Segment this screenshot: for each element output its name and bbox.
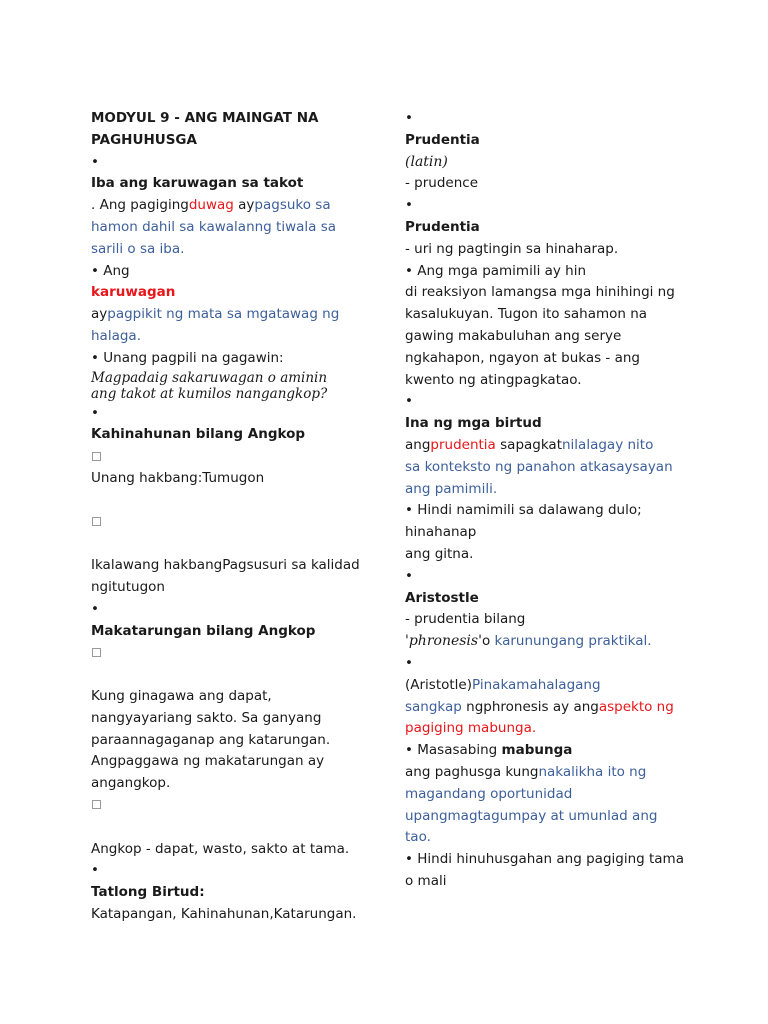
bullet: • [405, 110, 413, 126]
highlight-blue: pagsuko sa [254, 197, 331, 214]
paragraph-katarungan-3: paraannagaganap ang katarungan. [91, 731, 331, 748]
oportunidad-line: magandang oportunidad [405, 785, 573, 802]
bullet: • [91, 153, 99, 170]
highlight-blue: pagpikit ng mata sa mgatawag ng [107, 306, 340, 323]
o-mali: o mali [405, 872, 447, 889]
ang-gitna: ang gitna. [405, 545, 474, 562]
bullet: • [91, 862, 99, 879]
karuwagan-term: karuwagan [91, 284, 176, 301]
highlight-blue: sangkap [405, 698, 462, 715]
masasabing-line [405, 740, 695, 762]
bullet: • [405, 197, 413, 214]
bullet: • [91, 600, 99, 617]
left-column [91, 108, 376, 926]
bullet: • [405, 654, 413, 671]
bullet: • [405, 393, 413, 410]
highlight-blue: karunungang praktikal. [494, 633, 652, 650]
heading-tatlong-birtud: Tatlong Birtud: [91, 884, 205, 901]
paragraph-duwag [91, 195, 376, 217]
highlight-red: prudentia [430, 436, 496, 453]
prudence-line: - prudence [405, 175, 478, 192]
angkop-definition: Angkop - dapat, wasto, sakto at tama. [91, 840, 350, 857]
highlight-red: duwag [188, 197, 234, 214]
highlight-blue: nakalikha ito ng [538, 763, 647, 780]
pagiging-mabunga: pagiging mabunga. [405, 720, 537, 737]
pamimili-1: • Ang mga pamimili ay hin [405, 262, 587, 279]
text: ngphronesis ay ang [461, 698, 599, 715]
missing-glyph-box-icon [91, 446, 376, 468]
paragraph-pagpikit-end: halaga. [91, 327, 141, 344]
highlight-blue: nilalagay nito [562, 436, 654, 453]
heading-prudentia: Prudentia [405, 131, 480, 148]
bullet-ang: • Ang [91, 262, 130, 279]
paragraph-pagpikit [91, 304, 376, 326]
pamimili-5: ngkahapon, ngayon at bukas - ang [405, 349, 640, 366]
phronesis-line [405, 631, 695, 653]
text: ay [233, 197, 255, 214]
heading-makatarungan: Makatarungan bilang Angkop [91, 622, 316, 639]
prudentia-sentence-3: ang pamimili. [405, 480, 498, 497]
paragraph-duwag-end: sarili o sa iba. [91, 240, 185, 257]
missing-glyph-box-icon [91, 795, 376, 817]
tatlong-birtud-list: Katapangan, Kahinahunan,Katarungan. [91, 905, 357, 922]
text: . Ang pagiging [91, 197, 189, 214]
right-column [405, 108, 695, 893]
hindi-namimili: • Hindi namimili sa dalawang dulo; [405, 502, 642, 519]
text: o [481, 633, 495, 650]
prudentia-sentence [405, 435, 695, 457]
bullet: • [405, 567, 413, 584]
prudentia-sentence-2: sa konteksto ng panahon atkasaysayan [405, 458, 673, 475]
sangkap-line [405, 697, 695, 719]
prudentia-bilang: - prudentia bilang [405, 611, 526, 628]
text: sapagkat [495, 436, 562, 453]
phronesis-term: 'phronesis' [405, 633, 482, 650]
serif-question-line2: ang takot at kumilos nangangkop? [91, 386, 328, 403]
text: (Aristotle) [405, 676, 473, 693]
missing-glyph-box-icon [91, 642, 376, 664]
text: • Masasabing [405, 742, 502, 759]
heading-karuwagan: Iba ang karuwagan sa takot [91, 175, 304, 192]
mabunga-term: mabunga [501, 742, 573, 759]
heading-prudentia-2: Prudentia [405, 218, 480, 235]
module-title-line1: MODYUL 9 - ANG MAINGAT NA [91, 110, 319, 126]
paragraph-katarungan-5: angangkop. [91, 775, 171, 792]
pamimili-2: di reaksiyon lamangsa mga hinihingi ng [405, 284, 675, 301]
text: ang [405, 436, 431, 453]
magtagumpay-line: upangmagtagumpay at umunlad ang [405, 807, 658, 824]
tao-line: tao. [405, 829, 431, 846]
pamimili-6: kwento ng atingpagkatao. [405, 371, 582, 388]
pamimili-3: kasalukuyan. Tugon ito sahamon na [405, 306, 648, 323]
heading-ina-ng-birtud: Ina ng mga birtud [405, 415, 542, 432]
hindi-hinuhusgahan: • Hindi hinuhusgahan ang pagiging tama [405, 851, 684, 868]
paghusga-line [405, 762, 695, 784]
aristotle-line [405, 675, 695, 697]
unang-hakbang: Unang hakbang:Tumugon [91, 469, 265, 486]
bullet: • [91, 404, 99, 421]
missing-glyph-box-icon [91, 512, 376, 534]
hinahanap: hinahanap [405, 524, 477, 541]
ikalawang-hakbang-end: ngitutugon [91, 578, 165, 595]
uri-ng-pagtingin: - uri ng pagtingin sa hinaharap. [405, 240, 619, 257]
paragraph-katarungan-4: Angpaggawa ng makatarungan ay [91, 753, 325, 770]
unang-pagpili: • Unang pagpili na gagawin: [91, 349, 284, 366]
highlight-red: aspekto ng [598, 698, 674, 715]
ikalawang-hakbang: Ikalawang hakbangPagsusuri sa kalidad [91, 557, 360, 574]
module-title-line2: PAGHUHUSGA [91, 131, 197, 148]
heading-kahinahunan: Kahinahunan bilang Angkop [91, 426, 306, 443]
heading-aristostle: Aristostle [405, 589, 479, 606]
paragraph-katarungan-2: nangyayariang sakto. Sa ganyang [91, 709, 322, 726]
serif-question-line1: Magpadaig sakaruwagan o aminin [91, 369, 328, 386]
pamimili-4: gawing makabuluhan ang serye [405, 327, 622, 344]
latin-note: (latin) [405, 153, 448, 170]
highlight-blue: Pinakamahalagang [472, 676, 601, 693]
paragraph-katarungan-1: Kung ginagawa ang dapat, [91, 687, 272, 704]
text: ang paghusga kung [405, 763, 539, 780]
paragraph-duwag-cont: hamon dahil sa kawalanng tiwala sa [91, 218, 337, 235]
text: ay [91, 306, 108, 323]
